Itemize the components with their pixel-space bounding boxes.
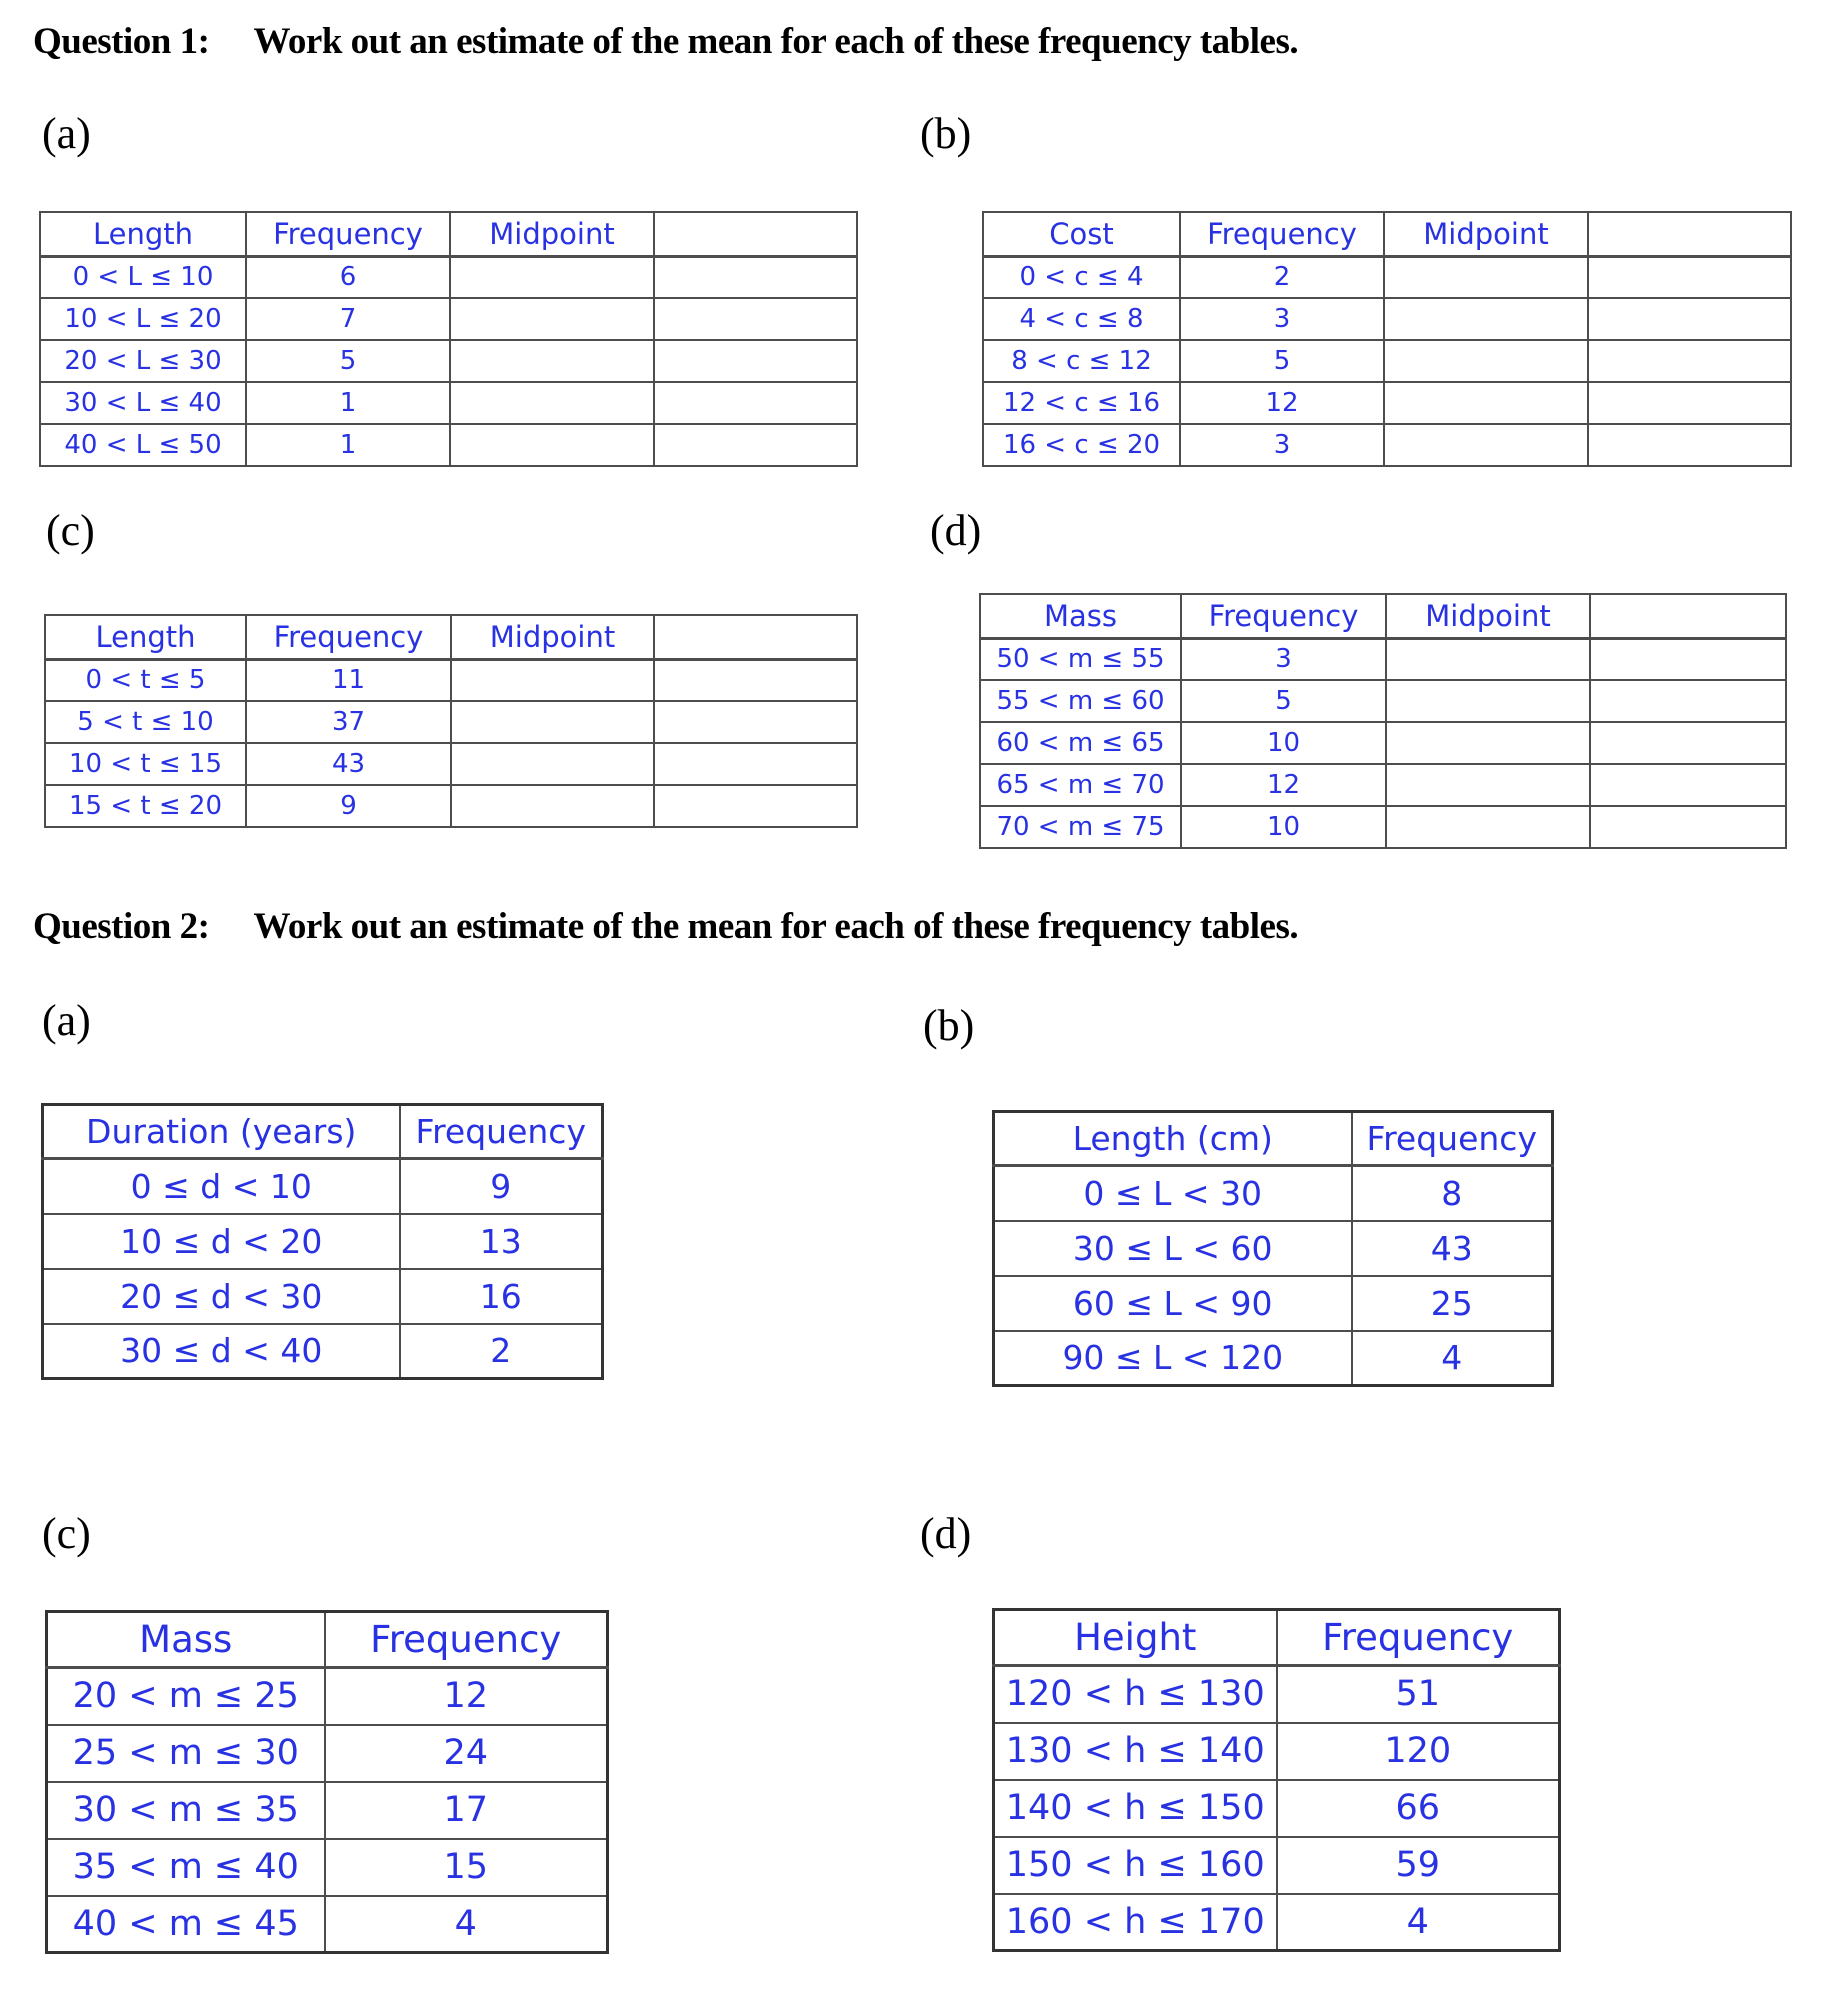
frequency-cell: 12: [1180, 382, 1384, 424]
column-header: Midpoint: [1386, 594, 1590, 638]
class-interval-cell: 25 < m ≤ 30: [47, 1725, 325, 1782]
column-header: Length (cm): [994, 1112, 1352, 1166]
frequency-table-q2d: [992, 1608, 1561, 1952]
class-interval-cell: 8 < c ≤ 12: [983, 340, 1180, 382]
class-interval-cell: 0 < c ≤ 4: [983, 256, 1180, 298]
frequency-table-q1a: [39, 211, 858, 467]
workings-cell: [654, 298, 857, 340]
column-header: Frequency: [246, 615, 451, 659]
midpoint-cell: [450, 256, 654, 298]
class-interval-cell: 12 < c ≤ 16: [983, 382, 1180, 424]
workings-cell: [1588, 298, 1791, 340]
midpoint-cell: [1384, 256, 1588, 298]
table-row: [994, 1666, 1560, 1723]
class-interval-cell: 30 < m ≤ 35: [47, 1782, 325, 1839]
question-2-number: Question 2:: [33, 906, 210, 947]
midpoint-cell: [451, 743, 654, 785]
frequency-cell: 4: [1277, 1894, 1560, 1951]
midpoint-cell: [1386, 680, 1590, 722]
frequency-cell: 7: [246, 298, 450, 340]
frequency-table-q1d: [979, 593, 1787, 849]
column-header: Length: [40, 212, 246, 256]
table-row: [983, 256, 1791, 298]
frequency-cell: 2: [1180, 256, 1384, 298]
class-interval-cell: 50 < m ≤ 55: [980, 638, 1181, 680]
midpoint-cell: [450, 424, 654, 466]
midpoint-cell: [450, 340, 654, 382]
table-row: [45, 743, 857, 785]
class-interval-cell: 40 < m ≤ 45: [47, 1896, 325, 1953]
table-row: [47, 1782, 608, 1839]
question-1-number: Question 1:: [33, 21, 210, 62]
class-interval-cell: 5 < t ≤ 10: [45, 701, 246, 743]
workings-cell: [654, 701, 857, 743]
frequency-cell: 51: [1277, 1666, 1560, 1723]
class-interval-cell: 35 < m ≤ 40: [47, 1839, 325, 1896]
class-interval-cell: 40 < L ≤ 50: [40, 424, 246, 466]
frequency-cell: 9: [400, 1159, 603, 1214]
frequency-table-q2b: [992, 1110, 1554, 1387]
header-row: [40, 212, 857, 256]
header-row: [43, 1105, 603, 1159]
table-row: [994, 1780, 1560, 1837]
frequency-cell: 5: [1181, 680, 1386, 722]
class-interval-cell: 160 < h ≤ 170: [994, 1894, 1277, 1951]
frequency-cell: 2: [400, 1324, 603, 1379]
workings-cell: [654, 659, 857, 701]
class-interval-cell: 30 ≤ d < 40: [43, 1324, 400, 1379]
midpoint-cell: [1386, 806, 1590, 848]
class-interval-cell: 16 < c ≤ 20: [983, 424, 1180, 466]
class-interval-cell: 20 < L ≤ 30: [40, 340, 246, 382]
frequency-cell: 43: [246, 743, 451, 785]
workings-cell: [654, 743, 857, 785]
column-header: Mass: [980, 594, 1181, 638]
midpoint-cell: [1386, 638, 1590, 680]
table-row: [40, 340, 857, 382]
frequency-cell: 13: [400, 1214, 603, 1269]
midpoint-cell: [450, 382, 654, 424]
header-row: [47, 1612, 608, 1668]
table-row: [40, 382, 857, 424]
column-header: Frequency: [1352, 1112, 1553, 1166]
table-row: [47, 1725, 608, 1782]
frequency-cell: 120: [1277, 1723, 1560, 1780]
table-row: [40, 256, 857, 298]
table-row: [45, 785, 857, 827]
workings-cell: [1588, 424, 1791, 466]
table-row: [45, 659, 857, 701]
class-interval-cell: 0 ≤ L < 30: [994, 1166, 1352, 1221]
question-1-instruction: Work out an estimate of the mean for each of these frequency tables.: [253, 21, 1299, 62]
workings-cell: [1590, 680, 1786, 722]
header-row: [980, 594, 1786, 638]
midpoint-cell: [1384, 382, 1588, 424]
header-row: [994, 1112, 1553, 1166]
midpoint-cell: [1386, 764, 1590, 806]
class-interval-cell: 20 ≤ d < 30: [43, 1269, 400, 1324]
part-label-q1c: (c): [46, 506, 95, 555]
question-2-heading: [33, 905, 1298, 948]
column-header: Frequency: [1180, 212, 1384, 256]
class-interval-cell: 30 < L ≤ 40: [40, 382, 246, 424]
frequency-cell: 12: [1181, 764, 1386, 806]
table-row: [43, 1214, 603, 1269]
table-row: [47, 1896, 608, 1953]
class-interval-cell: 130 < h ≤ 140: [994, 1723, 1277, 1780]
frequency-cell: 1: [246, 424, 450, 466]
workings-cell: [1590, 764, 1786, 806]
header-row: [994, 1610, 1560, 1666]
table-row: [45, 701, 857, 743]
frequency-cell: 24: [325, 1725, 608, 1782]
column-header: Midpoint: [1384, 212, 1588, 256]
table-row: [994, 1723, 1560, 1780]
table-row: [980, 638, 1786, 680]
class-interval-cell: 150 < h ≤ 160: [994, 1837, 1277, 1894]
table-row: [980, 806, 1786, 848]
class-interval-cell: 4 < c ≤ 8: [983, 298, 1180, 340]
table-row: [980, 722, 1786, 764]
column-header: Frequency: [400, 1105, 603, 1159]
table-row: [47, 1668, 608, 1725]
class-interval-cell: 60 ≤ L < 90: [994, 1276, 1352, 1331]
column-header: [654, 212, 857, 256]
class-interval-cell: 0 ≤ d < 10: [43, 1159, 400, 1214]
frequency-cell: 12: [325, 1668, 608, 1725]
table-row: [980, 764, 1786, 806]
frequency-cell: 10: [1181, 806, 1386, 848]
midpoint-cell: [451, 785, 654, 827]
part-label-q1b: (b): [920, 109, 972, 158]
column-header: Frequency: [1181, 594, 1386, 638]
class-interval-cell: 10 < t ≤ 15: [45, 743, 246, 785]
workings-cell: [1588, 256, 1791, 298]
table-row: [47, 1839, 608, 1896]
frequency-cell: 10: [1181, 722, 1386, 764]
frequency-cell: 16: [400, 1269, 603, 1324]
frequency-cell: 17: [325, 1782, 608, 1839]
frequency-cell: 3: [1181, 638, 1386, 680]
column-header: Length: [45, 615, 246, 659]
column-header: Midpoint: [451, 615, 654, 659]
part-label-q2c: (c): [42, 1509, 91, 1558]
frequency-cell: 3: [1180, 298, 1384, 340]
part-label-q2b: (b): [923, 1001, 975, 1050]
workings-cell: [654, 424, 857, 466]
question-2-instruction: Work out an estimate of the mean for each of these frequency tables.: [253, 906, 1299, 947]
frequency-cell: 6: [246, 256, 450, 298]
column-header: Frequency: [246, 212, 450, 256]
frequency-cell: 5: [1180, 340, 1384, 382]
workings-cell: [1588, 382, 1791, 424]
frequency-cell: 11: [246, 659, 451, 701]
table-row: [983, 382, 1791, 424]
workings-cell: [654, 785, 857, 827]
midpoint-cell: [451, 701, 654, 743]
table-row: [994, 1894, 1560, 1951]
frequency-cell: 8: [1352, 1166, 1553, 1221]
frequency-cell: 3: [1180, 424, 1384, 466]
class-interval-cell: 120 < h ≤ 130: [994, 1666, 1277, 1723]
class-interval-cell: 15 < t ≤ 20: [45, 785, 246, 827]
table-row: [43, 1324, 603, 1379]
table-row: [983, 340, 1791, 382]
frequency-cell: 59: [1277, 1837, 1560, 1894]
table-row: [994, 1837, 1560, 1894]
frequency-cell: 4: [1352, 1331, 1553, 1386]
midpoint-cell: [451, 659, 654, 701]
class-interval-cell: 20 < m ≤ 25: [47, 1668, 325, 1725]
column-header: [654, 615, 857, 659]
midpoint-cell: [1386, 722, 1590, 764]
workings-cell: [1588, 340, 1791, 382]
frequency-cell: 9: [246, 785, 451, 827]
class-interval-cell: 10 ≤ d < 20: [43, 1214, 400, 1269]
table-row: [983, 424, 1791, 466]
workings-cell: [1590, 722, 1786, 764]
workings-cell: [654, 256, 857, 298]
frequency-cell: 1: [246, 382, 450, 424]
column-header: Mass: [47, 1612, 325, 1668]
class-interval-cell: 60 < m ≤ 65: [980, 722, 1181, 764]
part-label-q2d: (d): [920, 1509, 972, 1558]
table-row: [40, 298, 857, 340]
frequency-cell: 43: [1352, 1221, 1553, 1276]
midpoint-cell: [1384, 298, 1588, 340]
frequency-cell: 66: [1277, 1780, 1560, 1837]
class-interval-cell: 90 ≤ L < 120: [994, 1331, 1352, 1386]
question-1-heading: [33, 20, 1298, 63]
workings-cell: [654, 382, 857, 424]
column-header: Cost: [983, 212, 1180, 256]
column-header: Duration (years): [43, 1105, 400, 1159]
column-header: Frequency: [325, 1612, 608, 1668]
frequency-table-q2a: [41, 1103, 604, 1380]
table-row: [980, 680, 1786, 722]
table-row: [43, 1159, 603, 1214]
column-header: Height: [994, 1610, 1277, 1666]
class-interval-cell: 30 ≤ L < 60: [994, 1221, 1352, 1276]
midpoint-cell: [450, 298, 654, 340]
table-row: [983, 298, 1791, 340]
workings-cell: [1590, 638, 1786, 680]
midpoint-cell: [1384, 424, 1588, 466]
table-row: [994, 1166, 1553, 1221]
frequency-cell: 37: [246, 701, 451, 743]
class-interval-cell: 140 < h ≤ 150: [994, 1780, 1277, 1837]
table-row: [994, 1276, 1553, 1331]
header-row: [45, 615, 857, 659]
table-row: [994, 1331, 1553, 1386]
workings-cell: [654, 340, 857, 382]
class-interval-cell: 55 < m ≤ 60: [980, 680, 1181, 722]
frequency-table-q1c: [44, 614, 858, 828]
midpoint-cell: [1384, 340, 1588, 382]
class-interval-cell: 70 < m ≤ 75: [980, 806, 1181, 848]
frequency-table-q1b: [982, 211, 1792, 467]
part-label-q1a: (a): [42, 109, 91, 158]
part-label-q1d: (d): [930, 506, 982, 555]
frequency-table-q2c: [45, 1610, 609, 1954]
column-header: Midpoint: [450, 212, 654, 256]
part-label-q2a: (a): [42, 996, 91, 1045]
class-interval-cell: 0 < L ≤ 10: [40, 256, 246, 298]
frequency-cell: 5: [246, 340, 450, 382]
table-row: [994, 1221, 1553, 1276]
header-row: [983, 212, 1791, 256]
class-interval-cell: 65 < m ≤ 70: [980, 764, 1181, 806]
frequency-cell: 15: [325, 1839, 608, 1896]
column-header: [1590, 594, 1786, 638]
workings-cell: [1590, 806, 1786, 848]
frequency-cell: 25: [1352, 1276, 1553, 1331]
frequency-cell: 4: [325, 1896, 608, 1953]
column-header: Frequency: [1277, 1610, 1560, 1666]
column-header: [1588, 212, 1791, 256]
class-interval-cell: 10 < L ≤ 20: [40, 298, 246, 340]
table-row: [43, 1269, 603, 1324]
table-row: [40, 424, 857, 466]
class-interval-cell: 0 < t ≤ 5: [45, 659, 246, 701]
